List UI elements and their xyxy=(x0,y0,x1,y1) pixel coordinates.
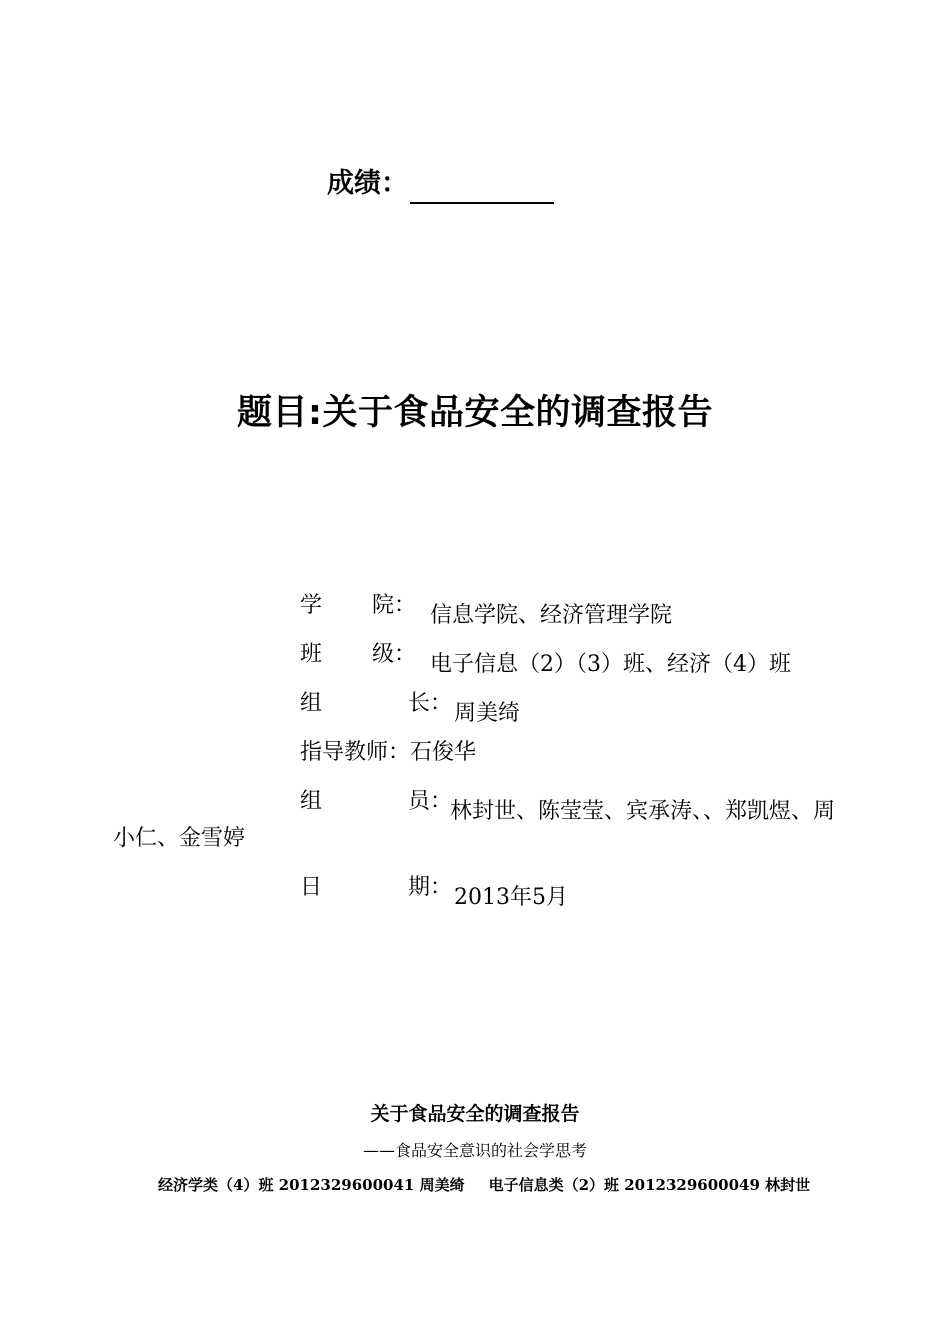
field-date xyxy=(300,872,568,914)
field-advisor-label: 指导教师： xyxy=(300,740,411,765)
field-advisor xyxy=(300,737,476,769)
report-subtitle: ——食品安全意识的社会学思考 xyxy=(362,1141,587,1160)
field-advisor-value: 石俊华 xyxy=(410,740,477,765)
field-college-label: 学 院： xyxy=(300,593,417,618)
field-leader xyxy=(300,688,520,730)
field-members-value-line2: 小仁、金雪婷 xyxy=(113,826,246,851)
report-authors xyxy=(158,1173,810,1197)
field-date-label: 日 期： xyxy=(300,875,453,900)
field-college xyxy=(300,590,672,632)
field-college-value: 信息学院、经济管理学院 xyxy=(430,603,673,628)
field-date-value: 2013年5月 xyxy=(454,885,568,910)
field-members-value-line1: 林封世、陈莹莹、宾承涛、、郑凯煜、周 xyxy=(450,799,836,824)
field-class xyxy=(300,639,791,681)
report-author-1: 经济学类（4）班 2012329600041 周美绮 xyxy=(158,1176,465,1194)
score-blank xyxy=(410,174,554,204)
score-line xyxy=(327,164,554,204)
report-title: 关于食品安全的调查报告 xyxy=(370,1103,580,1125)
field-class-label: 班 级： xyxy=(300,642,417,667)
field-leader-value: 周美绮 xyxy=(454,701,521,726)
field-members xyxy=(300,786,835,828)
cover-title: 题目:关于食品安全的调查报告 xyxy=(237,393,713,433)
field-class-value: 电子信息（2）（3）班、经济（4）班 xyxy=(430,652,791,677)
score-label: 成绩： xyxy=(327,168,408,199)
field-members-label: 组 员： xyxy=(300,789,453,814)
report-author-2: 电子信息类（2）班 2012329600049 林封世 xyxy=(488,1176,811,1194)
field-leader-label: 组 长： xyxy=(300,691,453,716)
